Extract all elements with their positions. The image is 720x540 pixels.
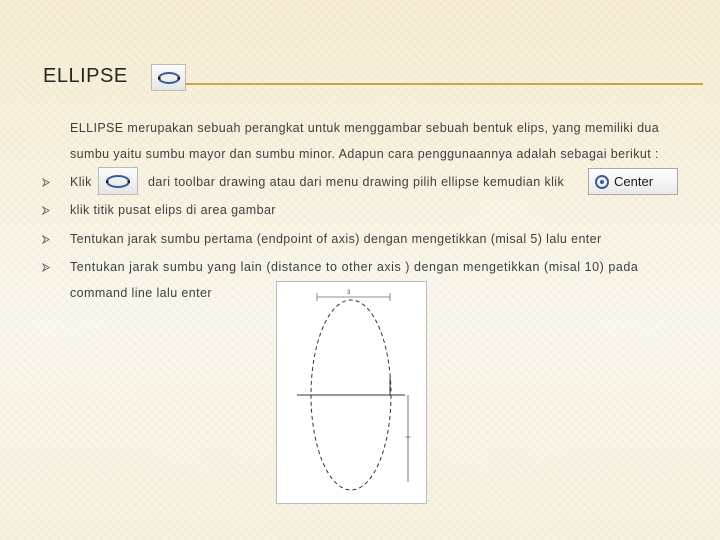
step-4-line-1: Tentukan jarak sumbu yang lain (distance to other axis ) dengan mengetikkan (misal 10) pada xyxy=(70,260,639,274)
step-2-text: klik titik pusat elips di area gambar xyxy=(70,203,276,217)
center-option-button[interactable] xyxy=(588,168,678,195)
arrow-bullet-icon xyxy=(42,206,51,215)
ellipse-drawing-figure xyxy=(276,281,427,504)
ellipse-tool-button-inline[interactable] xyxy=(98,167,138,195)
intro-line-1: ELLIPSE merupakan sebuah perangkat untuk menggambar sebuah bentuk elips, yang memiliki dua xyxy=(70,121,660,135)
title-divider xyxy=(185,83,703,85)
step-1-post: dari toolbar drawing atau dari menu drawing pilih ellipse kemudian klik xyxy=(148,175,565,189)
arrow-bullet-icon xyxy=(42,263,51,272)
step-1-pre: Klik xyxy=(70,175,92,189)
intro-line-2: sumbu yaitu sumbu mayor dan sumbu minor. Adapun cara penggunaannya adalah sebagai berikut : xyxy=(70,147,659,161)
arrow-bullet-icon xyxy=(42,235,51,244)
arrow-bullet-icon xyxy=(42,178,51,187)
ellipse-tool-icon xyxy=(157,71,181,85)
step-4-line-2: command line lalu enter xyxy=(70,286,212,300)
center-option-label: Center xyxy=(614,174,654,189)
ellipse-tool-button[interactable] xyxy=(151,64,186,91)
slide-title: ELLIPSE xyxy=(43,65,128,87)
step-3-text: Tentukan jarak sumbu pertama (endpoint of axis) dengan mengetikkan (misal 5) lalu enter xyxy=(70,232,602,246)
ellipse-drawing xyxy=(277,282,426,503)
center-option-icon xyxy=(595,175,609,189)
ellipse-tool-icon xyxy=(105,174,131,189)
dimension-label: 3 xyxy=(347,290,351,296)
